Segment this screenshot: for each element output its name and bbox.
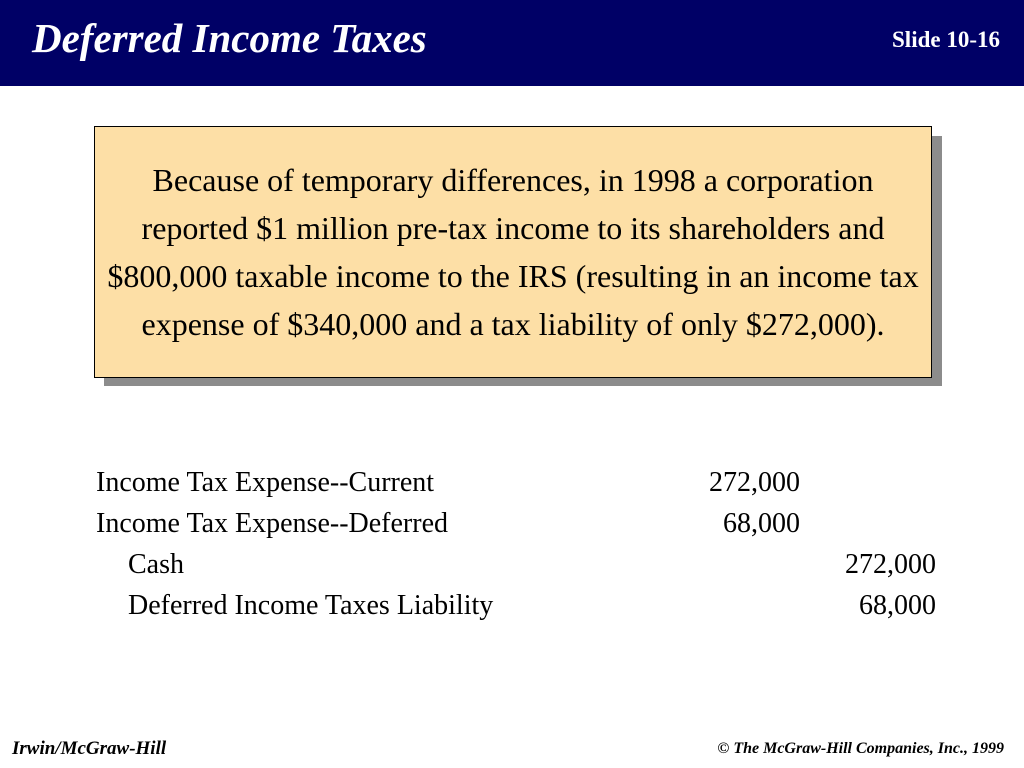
entry-credit: 272,000 [845, 549, 936, 580]
slide-number: Slide 10-16 [892, 27, 1000, 52]
callout-box [94, 126, 932, 378]
entry-account: Income Tax Expense--Deferred [96, 508, 449, 539]
entry-account: Income Tax Expense--Current [96, 467, 435, 498]
entry-account: Cash [128, 549, 184, 580]
footer-publisher: Irwin/McGraw-Hill [12, 738, 167, 759]
journal-entry-row [96, 585, 936, 626]
journal-entry-row [96, 503, 936, 544]
callout-text: Because of temporary differences, in 1998 a corporation reported $1 million pre-tax income to its shareholders and $800,000 taxable income to the IRS (resulting in an income tax expense of $340,000 and a tax liability of only $272,000). [107, 162, 919, 342]
slide-title: Deferred Income Taxes [32, 15, 427, 61]
entry-debit: 68,000 [723, 508, 800, 539]
title-bar [0, 0, 1024, 86]
journal-entry-row [96, 462, 936, 503]
entry-account: Deferred Income Taxes Liability [128, 590, 494, 621]
journal-entry-row [96, 544, 936, 585]
entry-credit: 68,000 [859, 590, 936, 621]
journal-entry [96, 462, 936, 626]
footer-copyright: © The McGraw-Hill Companies, Inc., 1999 [717, 740, 1004, 757]
entry-debit: 272,000 [709, 467, 800, 498]
